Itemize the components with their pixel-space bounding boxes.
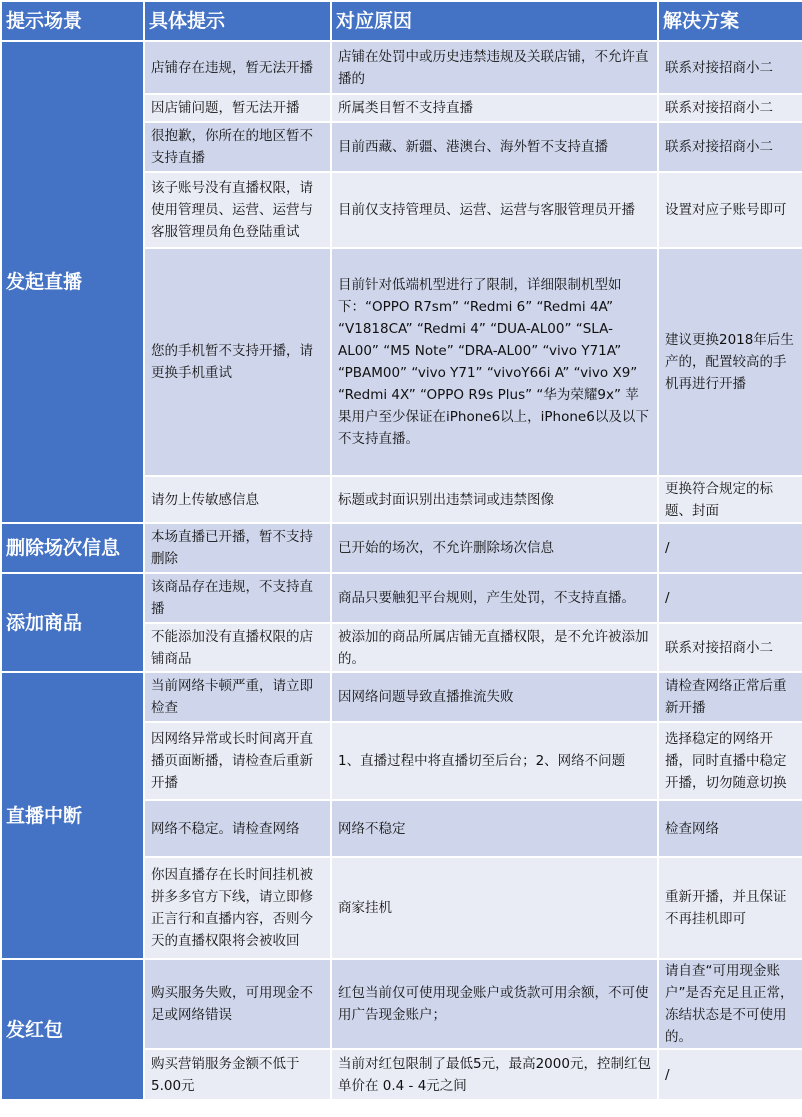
header-solution: 解决方案	[658, 1, 802, 41]
reason-cell: 目前仅支持管理员、运营、运营与客服管理员开播	[331, 172, 658, 248]
tip-cell: 本场直播已开播，暂不支持删除	[144, 523, 331, 573]
reason-cell: 因网络问题导致直播推流失败	[331, 672, 658, 722]
solution-cell: /	[658, 573, 802, 623]
tip-cell: 网络不稳定。请检查网络	[144, 800, 331, 857]
scene-cell: 直播中断	[1, 672, 144, 959]
table-row	[1, 672, 802, 722]
reason-cell: 网络不稳定	[331, 800, 658, 857]
tip-cell: 购买营销服务金额不低于5.00元	[144, 1049, 331, 1100]
table-row	[1, 41, 802, 94]
solution-cell: 联系对接招商小二	[658, 94, 802, 122]
header-reason: 对应原因	[331, 1, 658, 41]
tip-cell: 您的手机暂不支持开播，请更换手机重试	[144, 248, 331, 476]
table-row	[1, 959, 802, 1049]
reason-cell: 已开始的场次，不允许删除场次信息	[331, 523, 658, 573]
tip-cell: 该子账号没有直播权限，请使用管理员、运营、运营与客服管理员角色登陆重试	[144, 172, 331, 248]
tip-cell: 不能添加没有直播权限的店铺商品	[144, 623, 331, 672]
header-scene: 提示场景	[1, 1, 144, 41]
solution-cell: 重新开播，并且保证不再挂机即可	[658, 857, 802, 959]
solution-cell: 建议更换2018年后生产的，配置较高的手机再进行开播	[658, 248, 802, 476]
table-row	[1, 523, 802, 573]
reason-cell: 被添加的商品所属店铺无直播权限，是不允许被添加的。	[331, 623, 658, 672]
solution-cell: 更换符合规定的标题、封面	[658, 476, 802, 523]
solution-cell: /	[658, 1049, 802, 1100]
reason-cell: 所属类目暂不支持直播	[331, 94, 658, 122]
reason-cell: 当前对红包限制了最低5元，最高2000元，控制红包单价在 0.4 - 4元之间	[331, 1049, 658, 1100]
header-row	[1, 1, 802, 41]
tip-cell: 很抱歉，你所在的地区暂不支持直播	[144, 122, 331, 172]
tip-cell: 店铺存在违规，暂无法开播	[144, 41, 331, 94]
solution-cell: 请自查“可用现金账户”是否充足且正常，冻结状态是不可使用的。	[658, 959, 802, 1049]
solution-cell: /	[658, 523, 802, 573]
solution-cell: 请检查网络正常后重新开播	[658, 672, 802, 722]
tip-cell: 你因直播存在长时间挂机被拼多多官方下线，请立即修正言行和直播内容，否则今天的直播权限将会被收回	[144, 857, 331, 959]
solution-cell: 设置对应子账号即可	[658, 172, 802, 248]
reason-cell: 标题或封面识别出违禁词或违禁图像	[331, 476, 658, 523]
header-tip: 具体提示	[144, 1, 331, 41]
solution-cell: 联系对接招商小二	[658, 41, 802, 94]
solution-cell: 检查网络	[658, 800, 802, 857]
scene-cell: 删除场次信息	[1, 523, 144, 573]
reason-cell: 目前针对低端机型进行了限制，详细限制机型如下：“OPPO R7sm” “Redmi 6” “Redmi 4A” “V1818CA” “Redmi 4” “DUA-AL00” “SLA-AL00” “M5 Note” “DRA-AL00” “vivo Y71A” “PBAM00” “vivo Y71” “vivoY66i A” “vivo X9” “Redmi 4X” “OPPO R9s Plus” “华为荣耀9x” 苹果用户至少保证在iPhone6以上，iPhone6以及以下不支持直播。	[331, 248, 658, 476]
tip-cell: 因网络异常或长时间离开直播页面断播，请检查后重新开播	[144, 722, 331, 800]
tip-cell: 购买服务失败，可用现金不足或网络错误	[144, 959, 331, 1049]
tip-cell: 请勿上传敏感信息	[144, 476, 331, 523]
reason-cell: 店铺在处罚中或历史违禁违规及关联店铺，不允许直播的	[331, 41, 658, 94]
table-row	[1, 573, 802, 623]
scene-cell: 添加商品	[1, 573, 144, 672]
tip-cell: 该商品存在违规，不支持直播	[144, 573, 331, 623]
reason-cell: 目前西藏、新疆、港澳台、海外暂不支持直播	[331, 122, 658, 172]
reason-cell: 1、直播过程中将直播切至后台；2、网络不问题	[331, 722, 658, 800]
solution-cell: 联系对接招商小二	[658, 623, 802, 672]
solution-cell: 联系对接招商小二	[658, 122, 802, 172]
scene-cell: 发红包	[1, 959, 144, 1100]
reason-cell: 商家挂机	[331, 857, 658, 959]
solution-cell: 选择稳定的网络开播，同时直播中稳定开播，切勿随意切换	[658, 722, 802, 800]
tip-cell: 因店铺问题，暂无法开播	[144, 94, 331, 122]
tip-cell: 当前网络卡顿严重，请立即检查	[144, 672, 331, 722]
reason-cell: 商品只要触犯平台规则，产生处罚，不支持直播。	[331, 573, 658, 623]
reason-cell: 红包当前仅可使用现金账户或货款可用余额，不可使用广告现金账户；	[331, 959, 658, 1049]
scene-cell: 发起直播	[1, 41, 144, 523]
